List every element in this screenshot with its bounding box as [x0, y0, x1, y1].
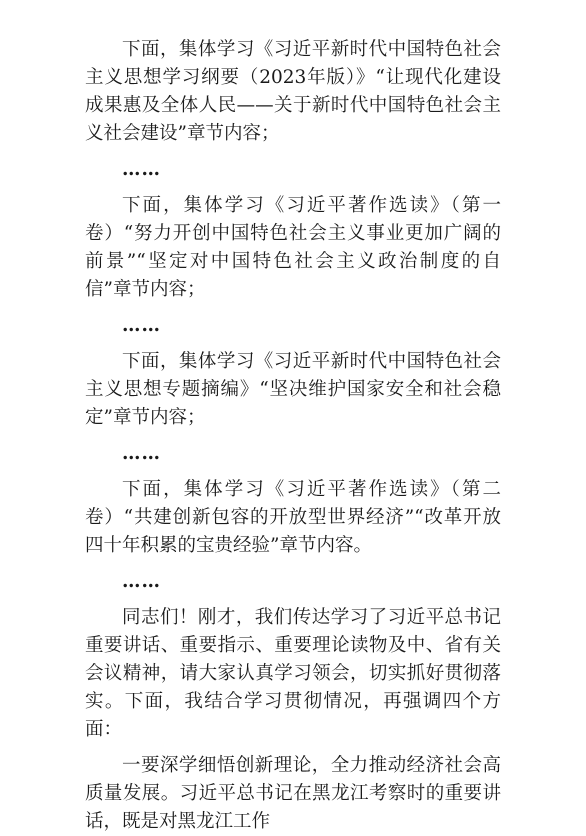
paragraph-selected-works-vol2: 下面，集体学习《习近平著作选读》（第二卷）“共建创新包容的开放型世界经济”“改革开放四十年积累的宝贵经验”章节内容。: [85, 479, 501, 556]
paragraph-special-excerpts: 下面，集体学习《习近平新时代中国特色社会主义思想专题摘编》“坚决维护国家安全和社会稳定”章节内容；: [85, 351, 501, 428]
paragraph-selected-works-vol1: 下面，集体学习《习近平著作选读》（第一卷）“努力开创中国特色社会主义事业更加广阔的前景”“坚定对中国特色社会主义政治制度的自信”章节内容；: [85, 195, 501, 300]
paragraph-point-one: 一要深学细悟创新理论，全力推动经济社会高质量发展。习近平总书记在黑龙江考察时的重要讲话，既是对黑龙江工作: [85, 755, 501, 832]
ellipsis-4: ……: [122, 571, 161, 592]
ellipsis-1: ……: [122, 159, 161, 180]
ellipsis-3: ……: [122, 443, 161, 464]
paragraph-study-outline: 下面，集体学习《习近平新时代中国特色社会主义思想学习纲要（2023年版）》“让现代化建设成果惠及全体人民——关于新时代中国特色社会主义社会建设”章节内容；: [85, 39, 501, 144]
paragraph-comrades-address: 同志们！刚才，我们传达学习了习近平总书记重要讲话、重要指示、重要理论读物及中、省有关会议精神，请大家认真学习领会，切实抓好贯彻落实。下面，我结合学习贯彻情况，再强调四个方面：: [85, 607, 501, 740]
ellipsis-2: ……: [122, 315, 161, 336]
